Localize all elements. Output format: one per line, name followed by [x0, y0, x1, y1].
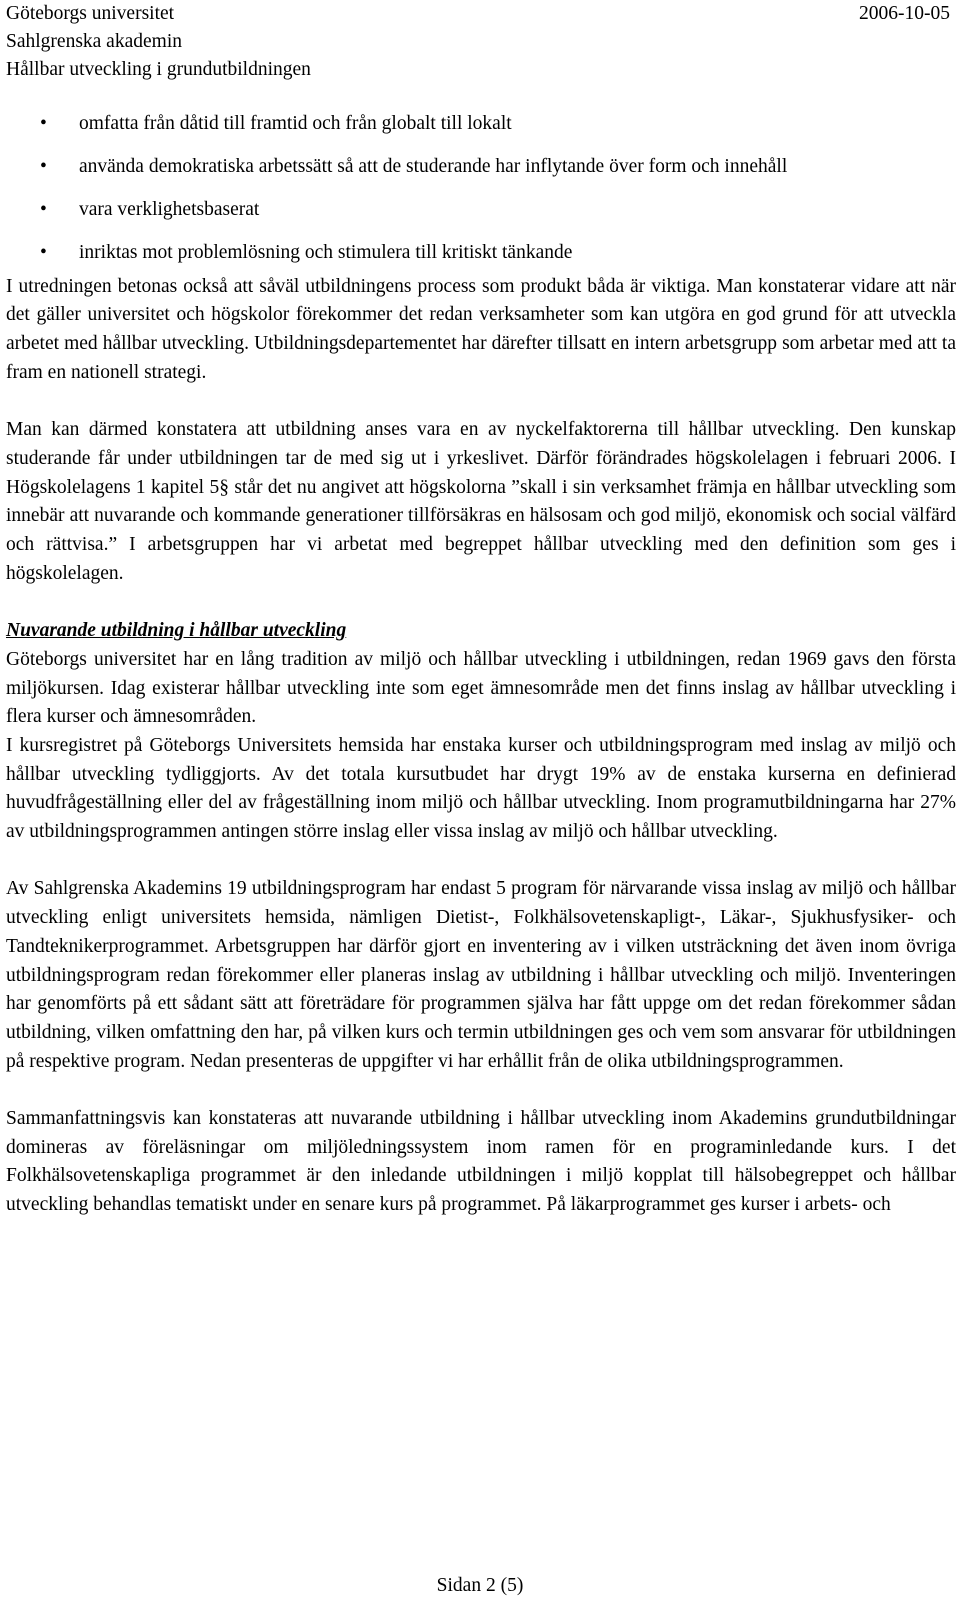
paragraph-tradition: Göteborgs universitet har en lång tradition av miljö och hållbar utveckling i utbildningen, redan 1969 gavs den första miljökursen. Idag existerar hållbar utveckling inte som eget ämnesområde men det finns inslag av hållbar utveckling i flera kurser och ämnesområden. [6, 648, 956, 728]
institution-name: Göteborgs universitet [6, 3, 175, 24]
paragraph-higher-education-act: Man kan därmed konstatera att utbildning anses vara en av nyckelfaktorerna till hållbar utveckling. Den kunskap studerande får under utbildningen tar de med sig ut i yrkeslivet. Därför förändrades högskolelagen i februari 2006. I Högskolelagens 1 kapitel 5§ står det nu angivet att högskolorna ”skall i sin verksamhet främja en hållbar utveckling som innebär att nuvarande och kommande generationer tillförsäkras en hälsosam och god miljö, ekonomisk och social välfärd och rättvisa.” I arbetsgruppen har vi arbetat med begreppet hållbar utveckling med den definition som ges i högskolelagen. [6, 419, 956, 584]
page-footer [0, 1572, 960, 1600]
academy-name: Sahlgrenska akademin [6, 31, 182, 52]
document-title: Hållbar utveckling i grundutbildningen [6, 59, 311, 80]
bullet-item: • använda demokratiska arbetssätt så att de studerande har inflytande över form och innehåll [6, 153, 956, 182]
page-number: Sidan 2 (5) [436, 1575, 524, 1596]
paragraph-summary: Sammanfattningsvis kan konstateras att nuvarande utbildning i hållbar utveckling inom Akademins grundutbildningar domineras av föreläsningar om miljöledningssystem inom ramen för en programinledande kurs. I det Folkhälsovetenskapliga programmet är den inledande utbildningen i miljö kopplat till hälsobegreppet och hållbar utveckling behandlas tematiskt under en senare kurs på programmet. På läkarprogrammet ges kurser i arbets- och [6, 1108, 956, 1216]
section-heading: Nuvarande utbildning i hållbar utveckling [6, 620, 347, 642]
document-body [6, 110, 956, 1220]
paragraph-course-register: I kursregistret på Göteborgs Universitets hemsida har enstaka kurser och utbildningsprogram med inslag av miljö och hållbar utveckling tydliggjorts. Av det totala kursutbudet har drygt 19% av de enstaka kurserna en definierad huvudfrågeställning eller del av frågeställning inom miljö och hållbar utveckling. Inom programutbildningarna har 27% av utbildningsprogrammen antingen större inslag eller vissa inslag av miljö och hållbar utveckling. [6, 734, 956, 843]
document-date: 2006-10-05 [859, 3, 950, 24]
bullet-list [6, 110, 956, 268]
bullet-item: • omfatta från dåtid till framtid och från globalt till lokalt [6, 110, 956, 139]
page-header [6, 0, 954, 84]
bullet-item: • vara verklighetsbaserat [6, 196, 956, 225]
paragraph-process-product: I utredningen betonas också att såväl utbildningens process som produkt båda är viktiga. Man konstaterar vidare att när det gäller universitet och högskolor förekommer det redan verksamheter som kan utgöra en god grund för att utveckla arbetet med hållbar utveckling. Utbildningsdepartementet har därefter tillsatt en intern arbetsgrupp som arbetar med att ta fram en nationell strategi. [6, 275, 956, 383]
bullet-item: • inriktas mot problemlösning och stimulera till kritiskt tänkande [6, 239, 956, 268]
paragraph-sahlgrenska-programs: Av Sahlgrenska Akademins 19 utbildningsprogram har endast 5 program för närvarande vissa inslag av miljö och hållbar utveckling enligt universitets hemsida, nämligen Dietist-, Folkhälsovetenskapligt-, Läkar-, Sjukhusfysiker- och Tandteknikerprogrammet. Arbetsgruppen har därför gjort en inventering av i vilken utsträckning det även inom övriga utbildningsprogram redan förekommer eller planeras inslag av utbildning i hållbar utveckling och miljö. Inventeringen har genomförts på ett sådant sätt att företrädare för programmen själva har fått uppge om det redan förekommer sådan utbildning, vilken omfattning den har, på vilken kurs och termin utbildningen ges och vem som ansvarar för utbildningen på respektive program. Nedan presenteras de uppgifter vi har erhållit från de olika utbildningsprogrammen. [6, 878, 956, 1072]
